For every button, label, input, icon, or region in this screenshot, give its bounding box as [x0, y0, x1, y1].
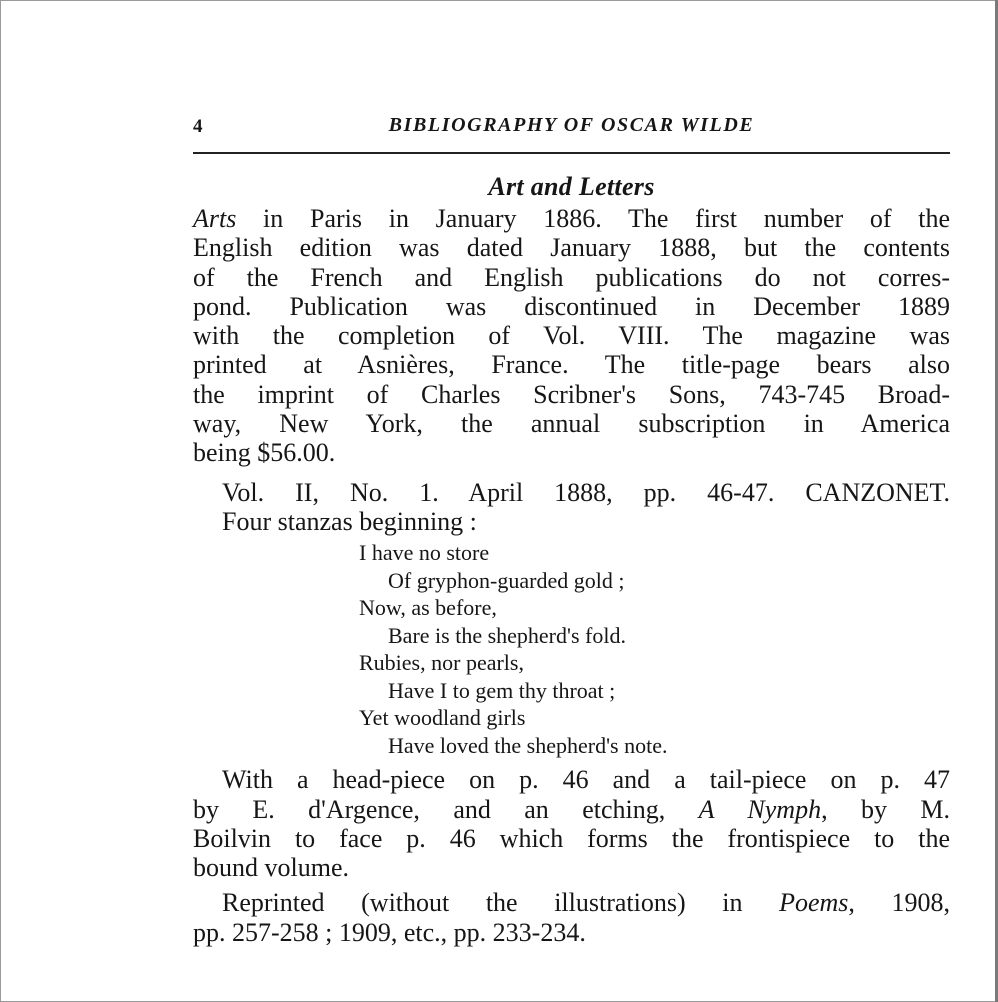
running-head	[193, 110, 950, 144]
verse-line: Rubies, nor pearls,	[359, 650, 524, 676]
text-span: Reprinted (without the illustrations) in	[222, 888, 780, 918]
text-line: English edition was dated January 1888, but the contents	[193, 233, 950, 263]
text-line: printed at Asnières, France. The title-page bears also	[193, 350, 950, 380]
entry-subheading: Four stanzas beginning :	[222, 506, 477, 536]
reprint-paragraph	[193, 888, 950, 947]
text-line: pond. Publication was discontinued in December 1889	[193, 291, 950, 321]
intro-paragraph	[193, 204, 950, 468]
entry-paragraph	[193, 478, 950, 537]
text-span: , 1908,	[848, 888, 950, 918]
text-line	[193, 795, 950, 824]
text-line: of the French and English publications do not corres-	[193, 262, 950, 292]
text-span: , by M.	[821, 794, 950, 824]
text-line: Boilvin to face p. 46 which forms the frontispiece to the	[193, 823, 950, 853]
text-line: with the completion of Vol. VIII. The magazine was	[193, 321, 950, 351]
verse-line: Now, as before,	[359, 595, 497, 621]
italic-title: A Nymph	[698, 794, 822, 824]
section-title: Art and Letters	[488, 172, 655, 201]
page-number: 4	[193, 116, 203, 137]
text-line	[193, 204, 950, 233]
entry-heading: Vol. II, No. 1. April 1888, pp. 46-47. CANZONET.	[222, 477, 950, 507]
header-rule	[193, 152, 950, 154]
text-line: With a head-piece on p. 46 and a tail-piece on p. 47	[222, 765, 950, 795]
text-span: in Paris in January 1886. The first number of the	[236, 204, 950, 233]
italic-title: Arts	[193, 204, 237, 233]
verse-line: Of gryphon-guarded gold ;	[388, 567, 625, 593]
text-line: bound volume.	[193, 853, 349, 883]
text-line: being $56.00.	[193, 438, 336, 468]
text-line: the imprint of Charles Scribner's Sons, 743-745 Broad-	[193, 379, 950, 409]
verse-line: Bare is the shepherd's fold.	[388, 622, 626, 648]
verse-block	[359, 539, 950, 759]
illustrations-paragraph	[193, 765, 950, 882]
text-line: way, New York, the annual subscription in America	[193, 409, 950, 439]
verse-line: Have I to gem thy throat ;	[388, 677, 616, 703]
book-page	[193, 110, 950, 947]
verse-line: I have no store	[359, 540, 490, 566]
running-title: BIBLIOGRAPHY OF OSCAR WILDE	[388, 114, 755, 136]
text-line: pp. 257-258 ; 1909, etc., pp. 233-234.	[193, 917, 586, 947]
verse-line: Have loved the shepherd's note.	[388, 732, 668, 758]
italic-title: Poems	[779, 888, 849, 918]
text-span: by E. d'Argence, and an etching,	[193, 794, 699, 824]
text-line	[193, 888, 950, 917]
verse-line: Yet woodland girls	[359, 705, 526, 731]
